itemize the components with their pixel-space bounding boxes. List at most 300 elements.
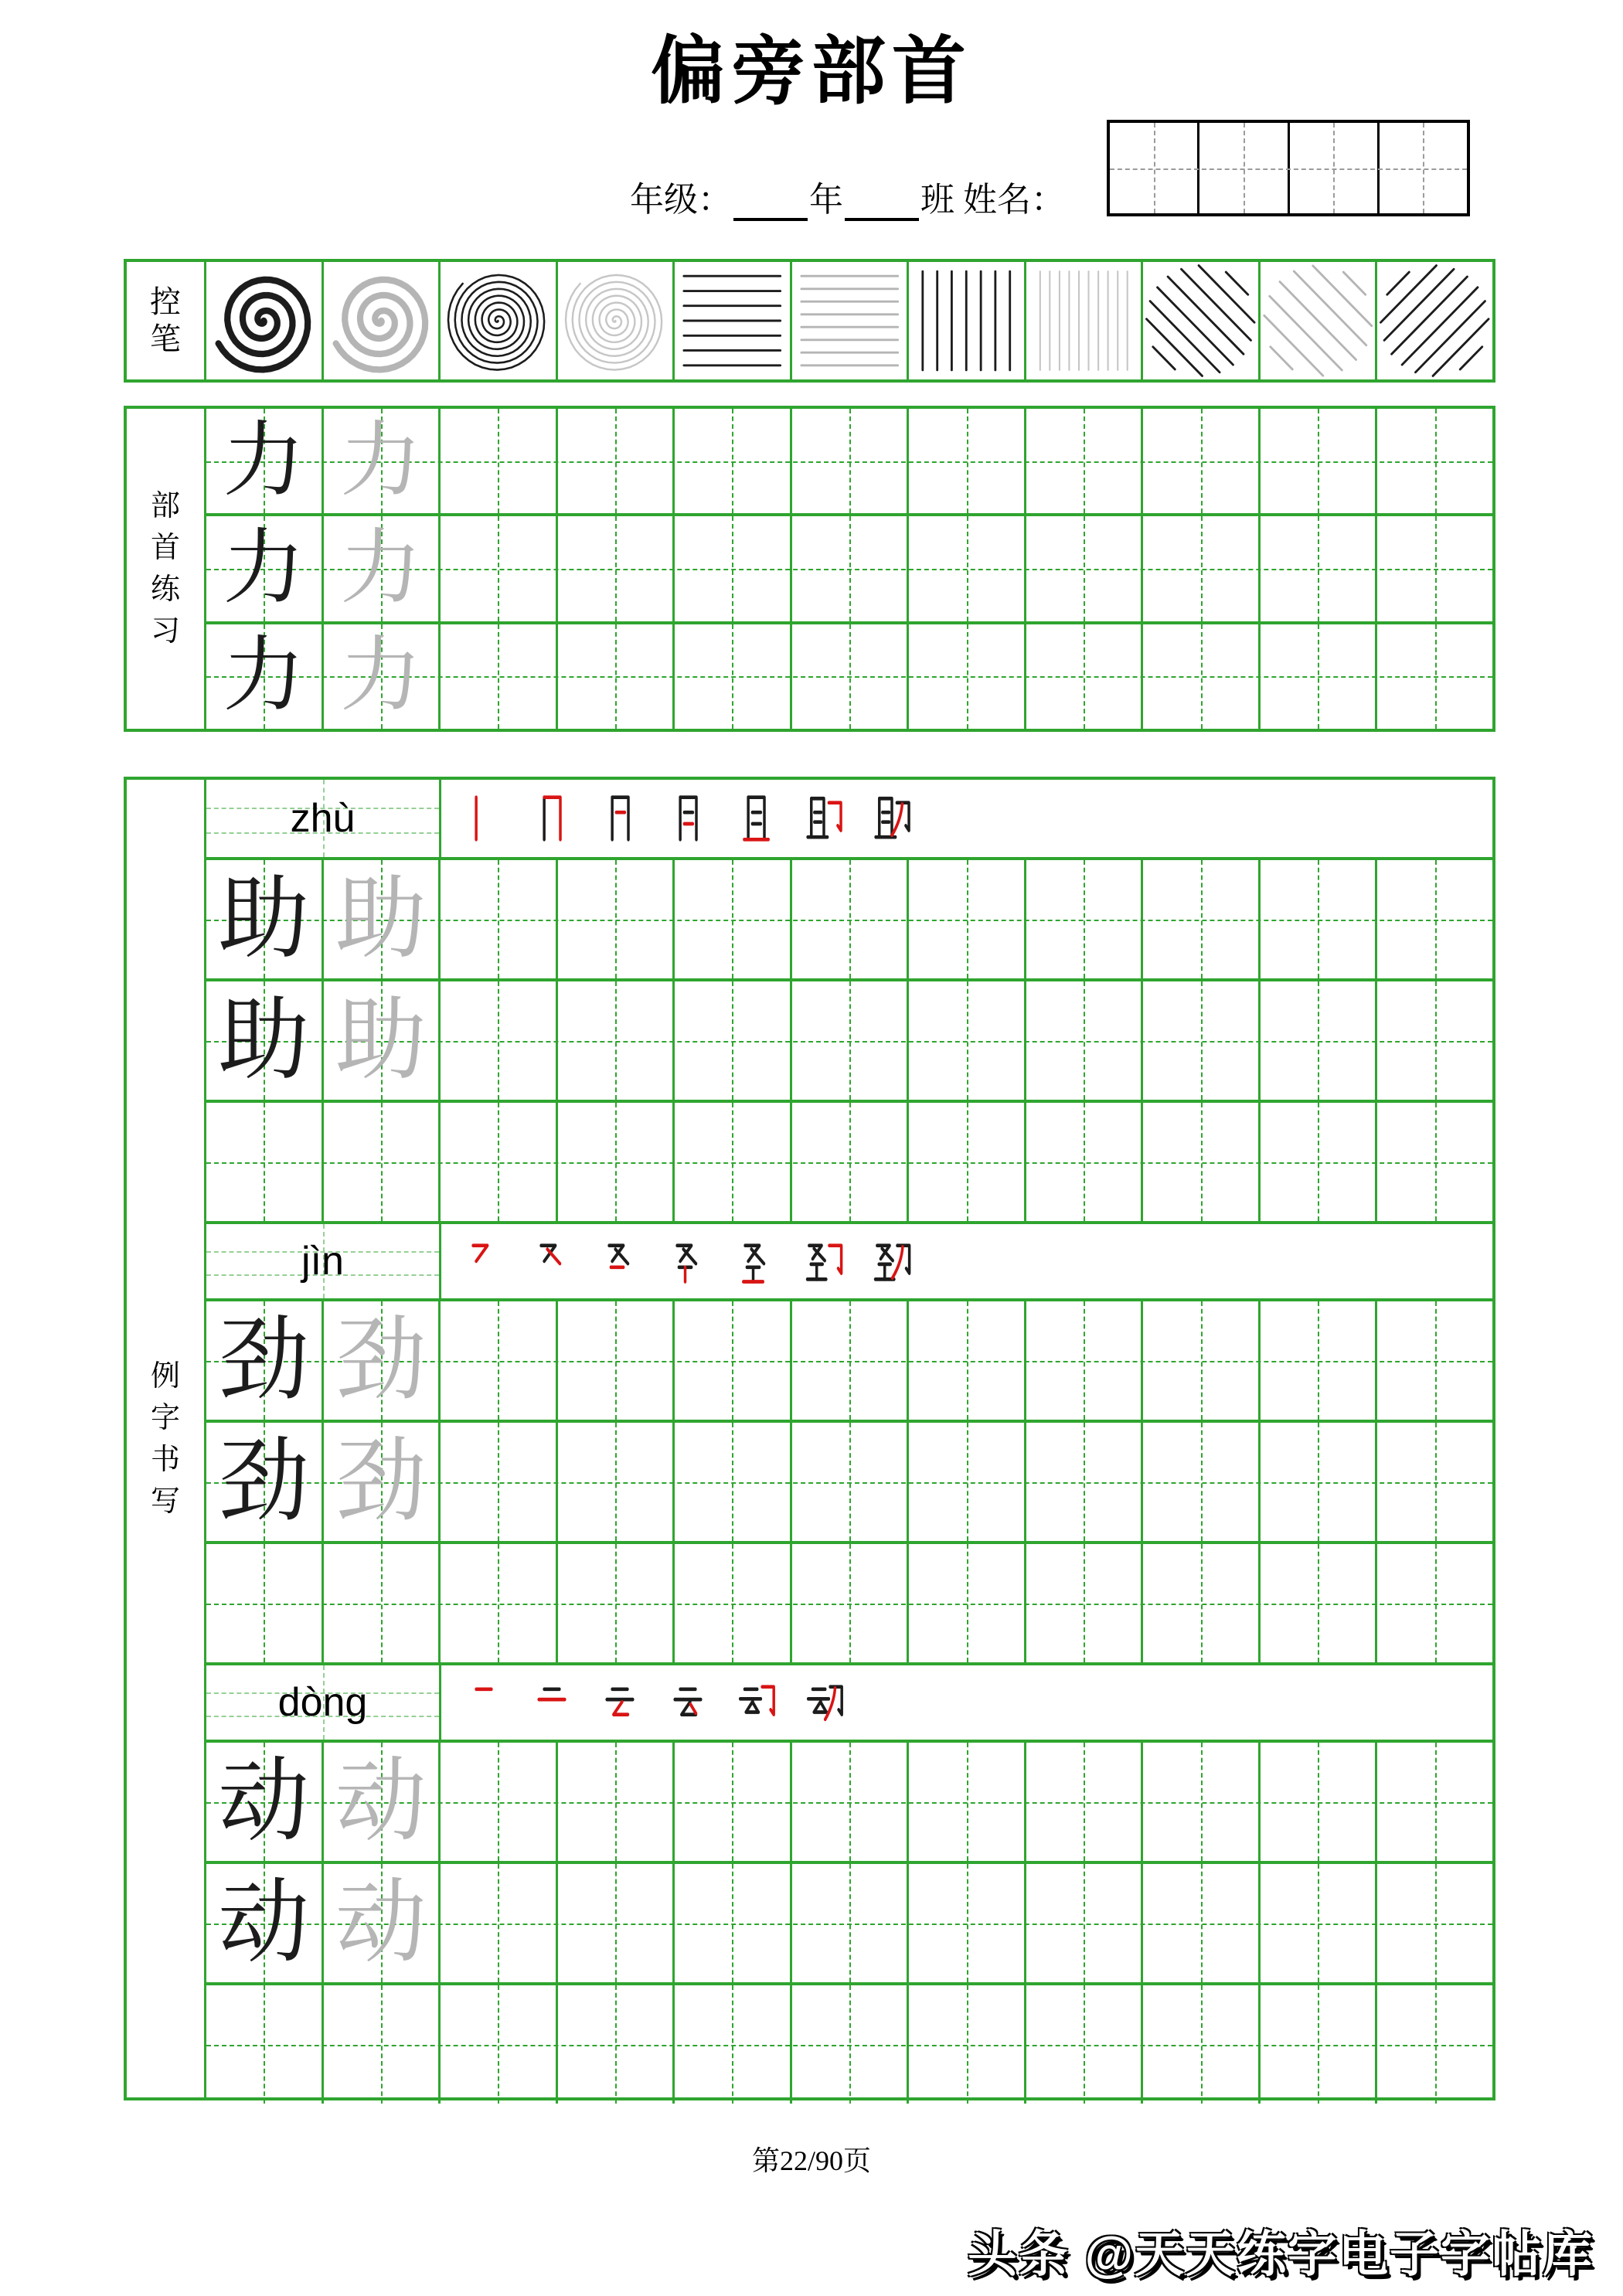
cell-dashed-vertical: [1084, 1301, 1085, 1420]
practice-cell-empty[interactable]: [907, 1544, 1024, 1662]
cell-dashed-vertical: [1435, 1985, 1437, 2104]
cell-dashed-vertical: [498, 1544, 499, 1662]
practice-cell-empty[interactable]: [1024, 1864, 1142, 1982]
practice-cell-empty[interactable]: [556, 1103, 673, 1221]
cell-dashed-vertical: [1084, 516, 1085, 621]
pen-pattern-cell: [907, 262, 1024, 379]
cell-dashed-vertical: [967, 516, 968, 621]
practice-cell-empty[interactable]: [206, 1103, 322, 1221]
trace-char-gray: 助: [335, 868, 427, 970]
practice-cell-empty[interactable]: [907, 1423, 1024, 1541]
example-practice-row: [206, 1982, 1492, 2104]
cell-dashed-vertical: [849, 1985, 851, 2104]
diag-down-pattern-icon: [1143, 262, 1258, 379]
cell-dashed-vertical: [967, 1544, 968, 1662]
cell-dashed-vertical: [732, 624, 733, 729]
practice-cell-empty[interactable]: [1024, 981, 1142, 1100]
cell-dashed-vertical: [498, 1103, 499, 1221]
practice-cell: [206, 1423, 322, 1541]
practice-cell-empty[interactable]: [907, 981, 1024, 1100]
cell-dashed-vertical: [732, 981, 733, 1100]
radical-label-char: 部: [150, 490, 180, 522]
stroke-order-step-icon: [461, 1672, 506, 1733]
pen-pattern-cell: [322, 262, 439, 379]
practice-cell-empty[interactable]: [672, 1743, 790, 1861]
cell-dashed-vertical: [1435, 409, 1437, 513]
cell-dashed-vertical: [1084, 1103, 1085, 1221]
model-char-black: 劲: [218, 1309, 310, 1411]
practice-cell-empty[interactable]: [790, 860, 907, 978]
practice-cell-empty[interactable]: [556, 1985, 673, 2104]
practice-cell-empty[interactable]: [907, 860, 1024, 978]
cell-dashed-vertical: [732, 1743, 733, 1861]
stroke-order-step-icon: [733, 1672, 778, 1733]
practice-cell-empty[interactable]: [438, 1743, 556, 1861]
practice-cell-empty[interactable]: [556, 1864, 673, 1982]
practice-cell-empty[interactable]: [907, 1301, 1024, 1420]
pen-control-label-char: 控: [150, 284, 181, 319]
stroke-order-step-2: [529, 788, 574, 849]
practice-cell-empty[interactable]: [907, 1864, 1024, 1982]
page-title: 偏旁部首: [651, 30, 972, 113]
pinyin-stroke-row: [206, 780, 1492, 857]
practice-cell-empty[interactable]: [1024, 409, 1142, 513]
stroke-order-step-icon: [801, 1231, 846, 1291]
practice-cell-empty[interactable]: [438, 516, 556, 621]
practice-cell-empty[interactable]: [556, 860, 673, 978]
trace-char-gray: 劲: [335, 1309, 427, 1411]
practice-cell-empty[interactable]: [907, 624, 1024, 729]
cell-dashed-vertical: [498, 1743, 499, 1861]
example-writing-table: [124, 777, 1495, 2100]
radical-practice-table: [124, 406, 1495, 732]
radical-practice-row: [206, 409, 1492, 513]
fill-in-blank[interactable]: [733, 185, 808, 221]
cell-dashed-vertical: [1084, 1985, 1085, 2104]
practice-cell-empty[interactable]: [438, 409, 556, 513]
spiral-pattern-icon: [441, 262, 556, 379]
practice-cell-empty[interactable]: [1375, 1985, 1492, 2104]
watermark: 头条 @天天练字电子字帖库: [967, 2226, 1594, 2282]
cell-dashed-vertical: [1435, 981, 1437, 1100]
spiral-pattern-icon: [324, 262, 439, 379]
practice-cell-empty[interactable]: [1258, 981, 1376, 1100]
cell-dashed-vertical: [1435, 516, 1437, 621]
cell-dashed-vertical: [1201, 1423, 1203, 1541]
practice-cell-empty[interactable]: [1141, 981, 1258, 1100]
cell-dashed-vertical: [967, 1423, 968, 1541]
practice-cell-empty[interactable]: [1375, 1743, 1492, 1861]
cell-dashed-vertical: [1201, 1301, 1203, 1420]
cell-dashed-vertical: [615, 981, 617, 1100]
practice-cell-empty[interactable]: [672, 860, 790, 978]
name-cell-dashed-center: [1154, 123, 1155, 213]
stroke-order-cell: [441, 1665, 1492, 1740]
practice-cell-empty[interactable]: [1375, 1423, 1492, 1541]
vlines-pattern-icon: [909, 262, 1024, 379]
practice-cell-empty[interactable]: [672, 409, 790, 513]
cell-dashed-vertical: [1201, 1743, 1203, 1861]
cell-dashed-vertical: [1318, 981, 1319, 1100]
cell-dashed-vertical: [1318, 1985, 1319, 2104]
practice-cell-empty[interactable]: [1258, 624, 1376, 729]
cell-dashed-vertical: [1201, 409, 1203, 513]
cell-dashed-vertical: [732, 1103, 733, 1221]
pen-control-label-char: 笔: [150, 321, 181, 356]
trace-char-gray: 劲: [335, 1430, 427, 1532]
practice-cell-empty[interactable]: [1024, 624, 1142, 729]
radical-label-char: 首: [150, 532, 180, 564]
cell-dashed-vertical: [732, 1423, 733, 1541]
practice-cell-empty[interactable]: [790, 1301, 907, 1420]
model-char-black: 力: [223, 631, 305, 722]
practice-cell-empty[interactable]: [672, 1423, 790, 1541]
name-cell-dashed-center: [1423, 123, 1424, 213]
example-label-char: 例: [150, 1359, 180, 1393]
cell-dashed-vertical: [615, 624, 617, 729]
cell-dashed-vertical: [498, 1864, 499, 1982]
info-text: 年: [809, 181, 843, 219]
practice-cell-empty[interactable]: [206, 1544, 322, 1662]
cell-dashed-vertical: [615, 516, 617, 621]
example-practice-row: [206, 1420, 1492, 1541]
stroke-order-step-icon: [529, 1231, 574, 1291]
cell-dashed-vertical: [615, 1544, 617, 1662]
practice-cell-empty[interactable]: [1258, 1743, 1376, 1861]
practice-cell-empty[interactable]: [438, 981, 556, 1100]
cell-dashed-vertical: [1318, 409, 1319, 513]
practice-cell-empty[interactable]: [1258, 860, 1376, 978]
practice-cell-empty[interactable]: [1024, 1743, 1142, 1861]
model-char-black: 力: [223, 522, 305, 614]
practice-cell-empty[interactable]: [790, 516, 907, 621]
practice-cell-empty[interactable]: [907, 1103, 1024, 1221]
practice-cell: [322, 1301, 439, 1420]
stroke-order-step-1: [461, 788, 506, 849]
practice-cell-empty[interactable]: [438, 624, 556, 729]
cell-dashed-vertical: [1084, 1544, 1085, 1662]
practice-cell-empty[interactable]: [1375, 516, 1492, 621]
name-entry-grid: [1107, 120, 1470, 216]
pen-control-row: [124, 259, 1495, 383]
model-char-black: 动: [218, 1872, 310, 1974]
cell-dashed-vertical: [615, 409, 617, 513]
practice-cell-empty[interactable]: [1258, 1423, 1376, 1541]
cell-dashed-vertical: [1318, 1103, 1319, 1221]
practice-cell-empty[interactable]: [556, 516, 673, 621]
practice-cell-empty[interactable]: [1024, 1423, 1142, 1541]
stroke-order-step-icon: [461, 788, 506, 849]
practice-cell-empty[interactable]: [1258, 1103, 1376, 1221]
practice-cell-empty[interactable]: [1375, 1864, 1492, 1982]
stroke-order-step-7: [869, 1231, 914, 1291]
practice-cell: [206, 516, 322, 621]
practice-cell-empty[interactable]: [1375, 624, 1492, 729]
practice-cell-empty[interactable]: [672, 1864, 790, 1982]
stroke-order-step-icon: [597, 788, 642, 849]
spiral-pattern-icon: [206, 262, 322, 379]
pen-pattern-cell: [1141, 262, 1258, 379]
practice-cell-empty[interactable]: [1375, 860, 1492, 978]
cell-dashed-vertical: [1201, 981, 1203, 1100]
example-block-dòng: [206, 1662, 1492, 2104]
practice-cell-empty[interactable]: [438, 1544, 556, 1662]
practice-cell-empty[interactable]: [1141, 409, 1258, 513]
example-block-zhù: [206, 780, 1492, 1221]
cell-dashed-vertical: [1318, 624, 1319, 729]
practice-cell-empty[interactable]: [672, 516, 790, 621]
cell-dashed-vertical: [615, 1103, 617, 1221]
practice-cell-empty[interactable]: [907, 409, 1024, 513]
cell-dashed-vertical: [1435, 1743, 1437, 1861]
cell-dashed-vertical: [849, 860, 851, 978]
example-label-char: 字: [150, 1401, 180, 1434]
cell-dashed-vertical: [1318, 860, 1319, 978]
stroke-order-step-icon: [733, 788, 778, 849]
practice-cell-empty[interactable]: [1141, 1743, 1258, 1861]
pinyin-cell: [206, 780, 441, 857]
model-char-black: 力: [223, 415, 305, 506]
practice-cell-empty[interactable]: [790, 1103, 907, 1221]
practice-cell-empty[interactable]: [907, 1985, 1024, 2104]
example-practice-row: [206, 1541, 1492, 1662]
practice-cell-empty[interactable]: [1258, 1301, 1376, 1420]
pen-pattern-cell: [1375, 262, 1492, 379]
practice-cell-empty[interactable]: [1024, 1103, 1142, 1221]
cell-dashed-vertical: [849, 1864, 851, 1982]
stroke-order-step-icon: [869, 1231, 914, 1291]
model-char-black: 动: [218, 1750, 310, 1852]
practice-cell-empty[interactable]: [1141, 1864, 1258, 1982]
cell-dashed-vertical: [381, 1985, 383, 2104]
practice-cell-empty[interactable]: [790, 981, 907, 1100]
practice-cell-empty[interactable]: [1024, 1985, 1142, 2104]
name-cell[interactable]: [1197, 123, 1287, 213]
practice-cell-empty[interactable]: [1141, 1423, 1258, 1541]
practice-cell-empty[interactable]: [1258, 409, 1376, 513]
practice-cell-empty[interactable]: [1258, 1864, 1376, 1982]
cell-dashed-vertical: [1435, 1544, 1437, 1662]
cell-dashed-vertical: [1084, 1423, 1085, 1541]
stroke-order-step-icon: [665, 1231, 710, 1291]
fill-in-blank[interactable]: [845, 185, 919, 221]
cell-dashed-vertical: [967, 1864, 968, 1982]
name-cell[interactable]: [1110, 123, 1197, 213]
practice-cell: [206, 409, 322, 513]
practice-cell-empty[interactable]: [438, 1985, 556, 2104]
stroke-order-step-3: [597, 1231, 642, 1291]
practice-cell-empty[interactable]: [438, 860, 556, 978]
name-cell[interactable]: [1377, 123, 1467, 213]
stroke-order-step-5: [733, 1231, 778, 1291]
practice-cell-empty[interactable]: [438, 1864, 556, 1982]
cell-dashed-vertical: [1318, 1301, 1319, 1420]
practice-cell-empty[interactable]: [790, 409, 907, 513]
practice-cell: [206, 1743, 322, 1861]
cell-dashed-vertical: [849, 1423, 851, 1541]
cell-dashed-vertical: [1084, 860, 1085, 978]
practice-cell-empty[interactable]: [1375, 1301, 1492, 1420]
practice-cell-empty[interactable]: [1141, 516, 1258, 621]
practice-cell-empty[interactable]: [556, 409, 673, 513]
pen-control-label: [127, 262, 204, 379]
practice-cell: [206, 860, 322, 978]
practice-cell-empty[interactable]: [556, 1423, 673, 1541]
practice-cell-empty[interactable]: [556, 1301, 673, 1420]
practice-cell-empty[interactable]: [1024, 1301, 1142, 1420]
practice-cell-empty[interactable]: [556, 1544, 673, 1662]
practice-cell-empty[interactable]: [556, 624, 673, 729]
cell-dashed-vertical: [615, 1301, 617, 1420]
cell-dashed-vertical: [1201, 624, 1203, 729]
pinyin-label: zhù: [290, 796, 356, 841]
stroke-order-step-3: [597, 1672, 642, 1733]
practice-cell-empty[interactable]: [1141, 1985, 1258, 2104]
practice-cell-empty[interactable]: [556, 981, 673, 1100]
practice-cell-empty[interactable]: [1024, 516, 1142, 621]
cell-dashed-vertical: [381, 1103, 383, 1221]
practice-cell-empty[interactable]: [1375, 1544, 1492, 1662]
pen-pattern-cell: [1258, 262, 1376, 379]
cell-dashed-vertical: [967, 981, 968, 1100]
cell-dashed-vertical: [732, 1985, 733, 2104]
pinyin-stroke-row: [206, 1221, 1492, 1298]
practice-cell-empty[interactable]: [790, 624, 907, 729]
trace-char-gray: 助: [335, 989, 427, 1091]
practice-cell-empty[interactable]: [672, 624, 790, 729]
practice-cell-empty[interactable]: [1141, 624, 1258, 729]
cell-dashed-vertical: [967, 1985, 968, 2104]
stroke-order-step-5: [733, 1672, 778, 1733]
practice-cell-empty[interactable]: [322, 1103, 439, 1221]
practice-cell: [322, 516, 439, 621]
cell-dashed-vertical: [1435, 1103, 1437, 1221]
cell-dashed-vertical: [967, 1301, 968, 1420]
cell-dashed-vertical: [1084, 409, 1085, 513]
trace-char-gray: 动: [335, 1872, 427, 1974]
example-writing-body: [204, 780, 1492, 2097]
practice-cell-empty[interactable]: [1141, 1544, 1258, 1662]
model-char-black: 助: [218, 989, 310, 1091]
cell-dashed-vertical: [849, 1743, 851, 1861]
practice-cell-empty[interactable]: [672, 1985, 790, 2104]
example-practice-row: [206, 1861, 1492, 1982]
practice-cell: [322, 1743, 439, 1861]
model-char-black: 劲: [218, 1430, 310, 1532]
cell-dashed-vertical: [498, 860, 499, 978]
cell-dashed-vertical: [1201, 1985, 1203, 2104]
practice-cell: [206, 624, 322, 729]
practice-cell-empty[interactable]: [1024, 1544, 1142, 1662]
hlines-pattern-icon: [792, 262, 907, 379]
cell-dashed-vertical: [967, 1743, 968, 1861]
stroke-order-cell: [441, 1224, 1492, 1298]
cell-dashed-vertical: [1435, 1423, 1437, 1541]
name-cell-dashed-center: [1333, 123, 1335, 213]
stroke-order-step-7: [869, 788, 914, 849]
practice-cell-empty[interactable]: [790, 1743, 907, 1861]
model-char-black: 助: [218, 868, 310, 970]
practice-cell-empty[interactable]: [556, 1743, 673, 1861]
radical-label-char: 练: [150, 573, 180, 606]
cell-dashed-vertical: [1201, 1103, 1203, 1221]
practice-cell-empty[interactable]: [672, 1301, 790, 1420]
practice-cell-empty[interactable]: [322, 1544, 439, 1662]
practice-cell-empty[interactable]: [790, 1423, 907, 1541]
practice-cell-empty[interactable]: [1141, 1103, 1258, 1221]
stroke-order-step-icon: [733, 1231, 778, 1291]
example-label-char: 书: [150, 1443, 180, 1476]
cell-dashed-vertical: [1435, 624, 1437, 729]
cell-dashed-vertical: [849, 1544, 851, 1662]
cell-dashed-vertical: [264, 1544, 265, 1662]
practice-cell-empty[interactable]: [1141, 1301, 1258, 1420]
practice-cell-empty[interactable]: [1375, 981, 1492, 1100]
practice-cell-empty[interactable]: [1375, 409, 1492, 513]
cell-dashed-vertical: [1318, 1423, 1319, 1541]
practice-cell-empty[interactable]: [1141, 860, 1258, 978]
stroke-order-step-icon: [801, 788, 846, 849]
stroke-order-step-icon: [461, 1231, 506, 1291]
stroke-order-step-icon: [529, 1672, 574, 1733]
practice-cell-empty[interactable]: [907, 1743, 1024, 1861]
cell-dashed-vertical: [732, 409, 733, 513]
practice-cell-empty[interactable]: [1375, 1103, 1492, 1221]
practice-cell: [322, 860, 439, 978]
info-text: 班 姓名：: [920, 181, 1065, 219]
practice-cell-empty[interactable]: [1258, 516, 1376, 621]
practice-cell-empty[interactable]: [322, 1985, 439, 2104]
practice-cell-empty[interactable]: [790, 1985, 907, 2104]
student-info-line: [630, 172, 1065, 221]
practice-cell-empty[interactable]: [790, 1864, 907, 1982]
practice-cell-empty[interactable]: [206, 1985, 322, 2104]
stroke-order-step-4: [665, 1672, 710, 1733]
practice-cell-empty[interactable]: [1024, 860, 1142, 978]
pinyin-label: dòng: [277, 1680, 368, 1725]
stroke-order-step-1: [461, 1672, 506, 1733]
practice-cell: [206, 1301, 322, 1420]
cell-dashed-vertical: [381, 1544, 383, 1662]
example-practice-row: [206, 1298, 1492, 1420]
practice-cell-empty[interactable]: [1258, 1985, 1376, 2104]
cell-dashed-vertical: [849, 624, 851, 729]
practice-cell-empty[interactable]: [438, 1103, 556, 1221]
practice-cell-empty[interactable]: [672, 981, 790, 1100]
practice-cell-empty[interactable]: [790, 1544, 907, 1662]
practice-cell-empty[interactable]: [672, 1103, 790, 1221]
cell-dashed-vertical: [498, 1423, 499, 1541]
pen-pattern-cell: [438, 262, 556, 379]
cell-dashed-vertical: [849, 516, 851, 621]
cell-dashed-vertical: [967, 409, 968, 513]
vlines-pattern-icon: [1026, 262, 1142, 379]
practice-cell-empty[interactable]: [438, 1423, 556, 1541]
diag-down-pattern-icon: [1261, 262, 1376, 379]
practice-cell: [322, 1864, 439, 1982]
practice-cell-empty[interactable]: [672, 1544, 790, 1662]
pen-pattern-cell: [1024, 262, 1142, 379]
trace-char-gray: 力: [339, 415, 422, 506]
pinyin-stroke-row: [206, 1662, 1492, 1740]
cell-dashed-vertical: [615, 1423, 617, 1541]
practice-cell-empty[interactable]: [438, 1301, 556, 1420]
stroke-order-step-icon: [869, 788, 914, 849]
practice-cell-empty[interactable]: [1258, 1544, 1376, 1662]
name-cell[interactable]: [1288, 123, 1377, 213]
practice-cell-empty[interactable]: [907, 516, 1024, 621]
cell-dashed-vertical: [1201, 1544, 1203, 1662]
